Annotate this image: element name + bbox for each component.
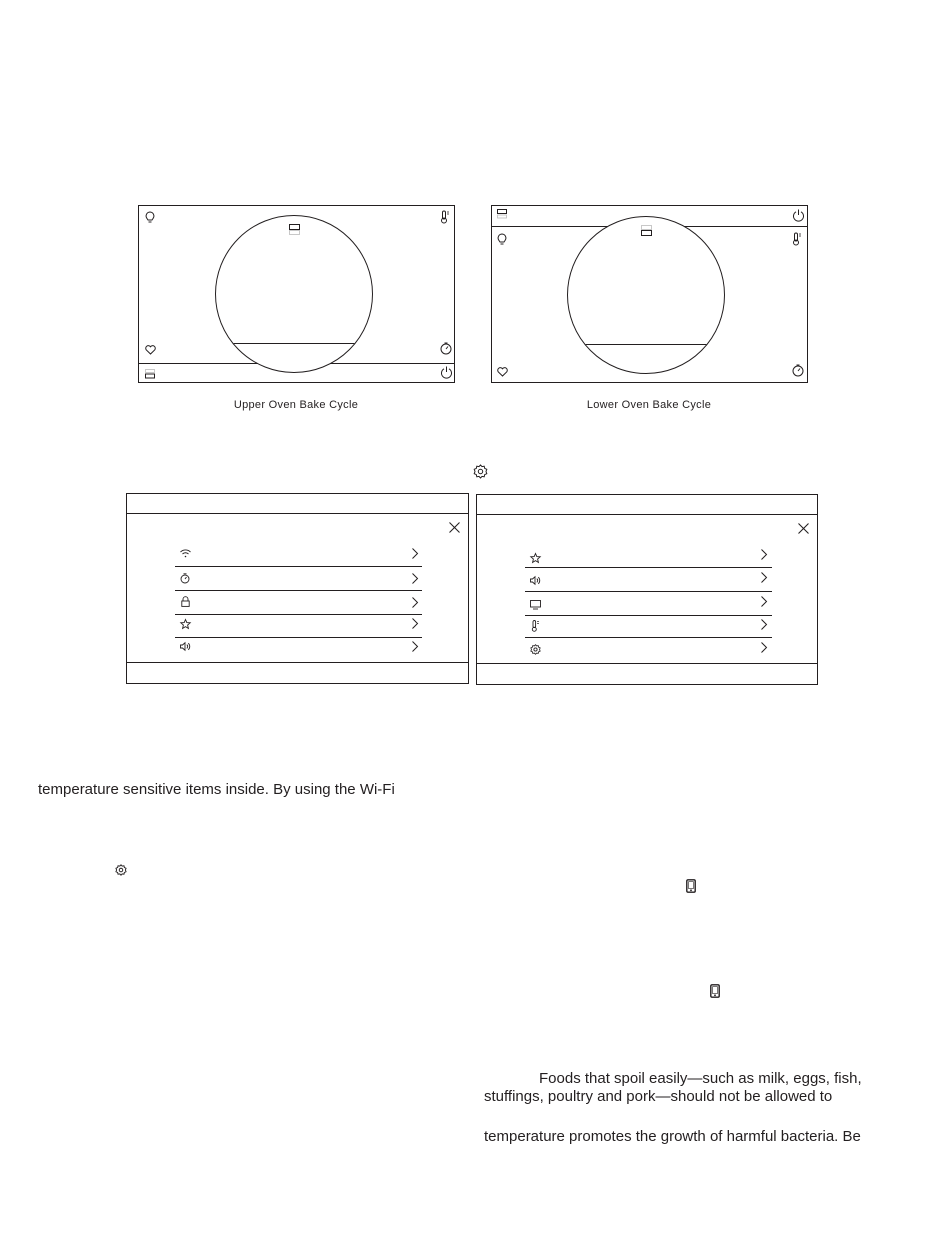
chevron-right-icon [412, 548, 418, 559]
wifi-icon [180, 549, 191, 558]
menu-row-divider [525, 591, 772, 592]
menu-row-divider [175, 566, 422, 567]
power-icon[interactable] [440, 366, 453, 379]
settings-item-display[interactable] [525, 593, 772, 615]
thermometer-icon [531, 620, 540, 632]
chevron-right-icon [761, 596, 767, 607]
menu-row-divider [525, 567, 772, 568]
settings-menu-right [476, 494, 818, 685]
menu-header-divider [127, 513, 468, 514]
settings-item-timer[interactable] [175, 569, 422, 591]
chevron-right-icon [412, 573, 418, 584]
settings-item-favorites[interactable] [525, 547, 772, 569]
oven-cavity-icon [641, 225, 652, 236]
settings-menu-left [126, 493, 469, 684]
body-text-right-line-1: Foods that spoil easily—such as milk, eggs, fish, [539, 1070, 862, 1087]
star-icon [180, 619, 191, 629]
settings-item-lock[interactable] [175, 593, 422, 615]
menu-footer-divider [477, 663, 817, 664]
tablet-icon [686, 879, 696, 893]
settings-item-general[interactable] [525, 640, 772, 660]
speaker-icon [180, 642, 191, 651]
settings-item-sound[interactable] [525, 569, 772, 591]
settings-item-sound[interactable] [175, 639, 422, 659]
upper-oven-dial[interactable] [215, 215, 373, 373]
settings-item-favorites[interactable] [175, 615, 422, 637]
menu-footer-divider [127, 662, 468, 663]
bulb-icon[interactable] [497, 233, 507, 246]
chevron-right-icon [761, 572, 767, 583]
lower-oven-dial[interactable] [567, 216, 725, 374]
timer-icon[interactable] [792, 364, 804, 377]
body-text-left: temperature sensitive items inside. By using the Wi-Fi [38, 781, 395, 798]
tablet-icon [710, 984, 720, 998]
chevron-right-icon [761, 549, 767, 560]
settings-item-wifi[interactable] [175, 545, 422, 567]
menu-header-divider [477, 514, 817, 515]
menu-row-divider [525, 637, 772, 638]
speaker-icon [530, 576, 541, 585]
oven-cavity-icon [497, 209, 507, 219]
close-icon[interactable] [449, 522, 460, 533]
oven-cavity-icon [145, 369, 155, 379]
menu-row-divider [175, 590, 422, 591]
thermometer-probe-icon[interactable] [792, 232, 802, 246]
timer-icon [180, 573, 190, 584]
upper-oven-caption: Upper Oven Bake Cycle [233, 399, 359, 411]
oven-cavity-icon [289, 224, 300, 235]
chevron-right-icon [412, 641, 418, 652]
power-icon[interactable] [792, 209, 805, 222]
display-icon [530, 600, 541, 610]
favorite-icon[interactable] [145, 345, 156, 355]
body-text-right-line-3: temperature promotes the growth of harmful bacteria. Be [484, 1128, 861, 1145]
chevron-right-icon [761, 642, 767, 653]
body-text-right-line-2: stuffings, poultry and pork—should not be allowed to [484, 1088, 833, 1105]
menu-row-divider [175, 637, 422, 638]
gear-icon[interactable] [473, 464, 488, 479]
dial-divider [216, 343, 372, 344]
settings-item-temperature[interactable] [525, 616, 772, 638]
favorite-icon[interactable] [497, 367, 508, 377]
close-icon[interactable] [798, 523, 809, 534]
timer-icon[interactable] [440, 342, 452, 355]
thermometer-probe-icon[interactable] [440, 210, 450, 224]
star-icon [530, 553, 541, 563]
lower-oven-caption: Lower Oven Bake Cycle [586, 399, 712, 411]
gear-icon [530, 644, 541, 655]
chevron-right-icon [761, 619, 767, 630]
bulb-icon[interactable] [145, 211, 155, 224]
gear-icon [115, 864, 127, 876]
chevron-right-icon [412, 597, 418, 608]
lock-icon [181, 596, 190, 607]
dial-divider [568, 344, 724, 345]
chevron-right-icon [412, 618, 418, 629]
